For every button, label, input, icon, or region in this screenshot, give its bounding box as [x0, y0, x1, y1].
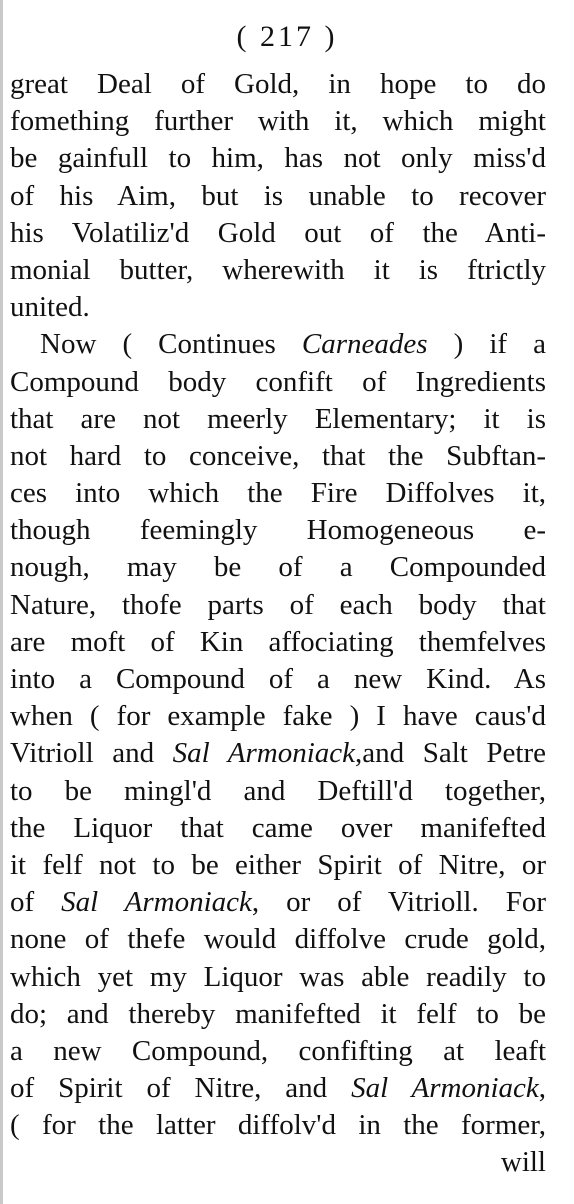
text-line	[10, 810, 546, 847]
text-line	[10, 252, 546, 289]
text-line	[10, 512, 546, 549]
text-line	[10, 587, 546, 624]
text-segment: Compound body confift of Ingredients	[10, 365, 546, 398]
italic-text-segment: Sal Armoniack	[61, 886, 252, 919]
text-segment: of	[10, 886, 62, 919]
text-line	[10, 401, 546, 438]
text-segment: are moft of Kin affociating themfelves	[10, 625, 546, 658]
text-segment: , or of Vitrioll. For	[251, 886, 546, 919]
text-segment: will	[500, 1146, 546, 1179]
text-segment: though feemingly Homogeneous e-	[10, 514, 546, 547]
text-segment: ,	[538, 1072, 546, 1105]
text-segment: ,and Salt Petre	[355, 737, 546, 770]
text-segment: into a Compound of a new Kind. As	[10, 663, 546, 695]
text-line	[10, 1107, 546, 1144]
body-text	[10, 66, 546, 1182]
text-segment: ( for the latter diffolv'd in the former,	[10, 1109, 546, 1142]
text-line	[10, 773, 546, 810]
text-line	[10, 698, 546, 735]
text-line	[10, 475, 546, 512]
binding-edge-shadow	[0, 0, 3, 1204]
text-segment: be gainfull to him, has not only miss'd	[10, 142, 546, 175]
italic-text-segment: Carneades	[301, 328, 428, 361]
text-line	[10, 326, 546, 363]
text-line	[10, 884, 546, 921]
text-segment: to be mingl'd and Deftill'd together,	[10, 774, 546, 807]
text-line	[10, 549, 546, 586]
text-line	[10, 735, 546, 772]
text-segment: fomething further with it, which might	[10, 105, 546, 138]
text-segment: do; and thereby manifefted it felf to be	[10, 997, 546, 1030]
text-segment: that are not meerly Elementary; it is	[10, 402, 546, 435]
text-segment: Vitrioll and	[10, 737, 173, 770]
text-segment: the Liquor that came over manifefted	[10, 811, 546, 844]
text-line	[10, 66, 546, 103]
text-line	[10, 438, 546, 475]
text-line	[10, 215, 546, 252]
text-segment: Now ( Continues	[40, 328, 302, 361]
text-line	[10, 1070, 546, 1107]
text-line	[10, 1144, 546, 1181]
text-segment: ) if a	[427, 328, 546, 361]
text-segment: none of thefe would diffolve crude gold,	[10, 923, 546, 956]
text-segment: his Volatiliz'd Gold out of the Anti-	[10, 216, 546, 249]
text-line	[10, 996, 546, 1033]
text-line	[10, 1033, 546, 1070]
text-segment: great Deal of Gold, in hope to do	[10, 68, 546, 100]
italic-text-segment: Sal Armoniack	[351, 1072, 539, 1105]
text-segment: which yet my Liquor was able readily to	[10, 960, 546, 993]
text-segment: not hard to conceive, that the Subftan-	[10, 439, 546, 472]
text-line	[10, 959, 546, 996]
text-segment: of his Aim, but is unable to recover	[10, 179, 546, 212]
text-segment: when ( for example fake ) I have caus'd	[10, 700, 546, 733]
text-line	[10, 921, 546, 958]
text-segment: Nature, thofe parts of each body that	[10, 588, 546, 621]
italic-text-segment: Sal Armoniack	[172, 737, 356, 770]
text-line	[10, 624, 546, 661]
text-line	[10, 140, 546, 177]
text-line	[10, 661, 546, 698]
text-segment: of Spirit of Nitre, and	[10, 1072, 352, 1105]
text-segment: ces into which the Fire Diffolves it,	[10, 477, 546, 510]
text-line	[10, 178, 546, 215]
text-line	[10, 289, 546, 326]
text-segment: nough, may be of a Compounded	[10, 551, 546, 584]
page-number: ( 217 )	[236, 20, 338, 53]
text-line	[10, 103, 546, 140]
text-line	[10, 364, 546, 401]
text-line	[10, 847, 546, 884]
text-segment: it felf not to be either Spirit of Nitre, or	[10, 848, 546, 881]
text-segment: monial butter, wherewith it is ftrictly	[10, 253, 546, 286]
text-segment: united.	[10, 291, 90, 324]
text-segment: a new Compound, confifting at leaft	[10, 1034, 546, 1067]
